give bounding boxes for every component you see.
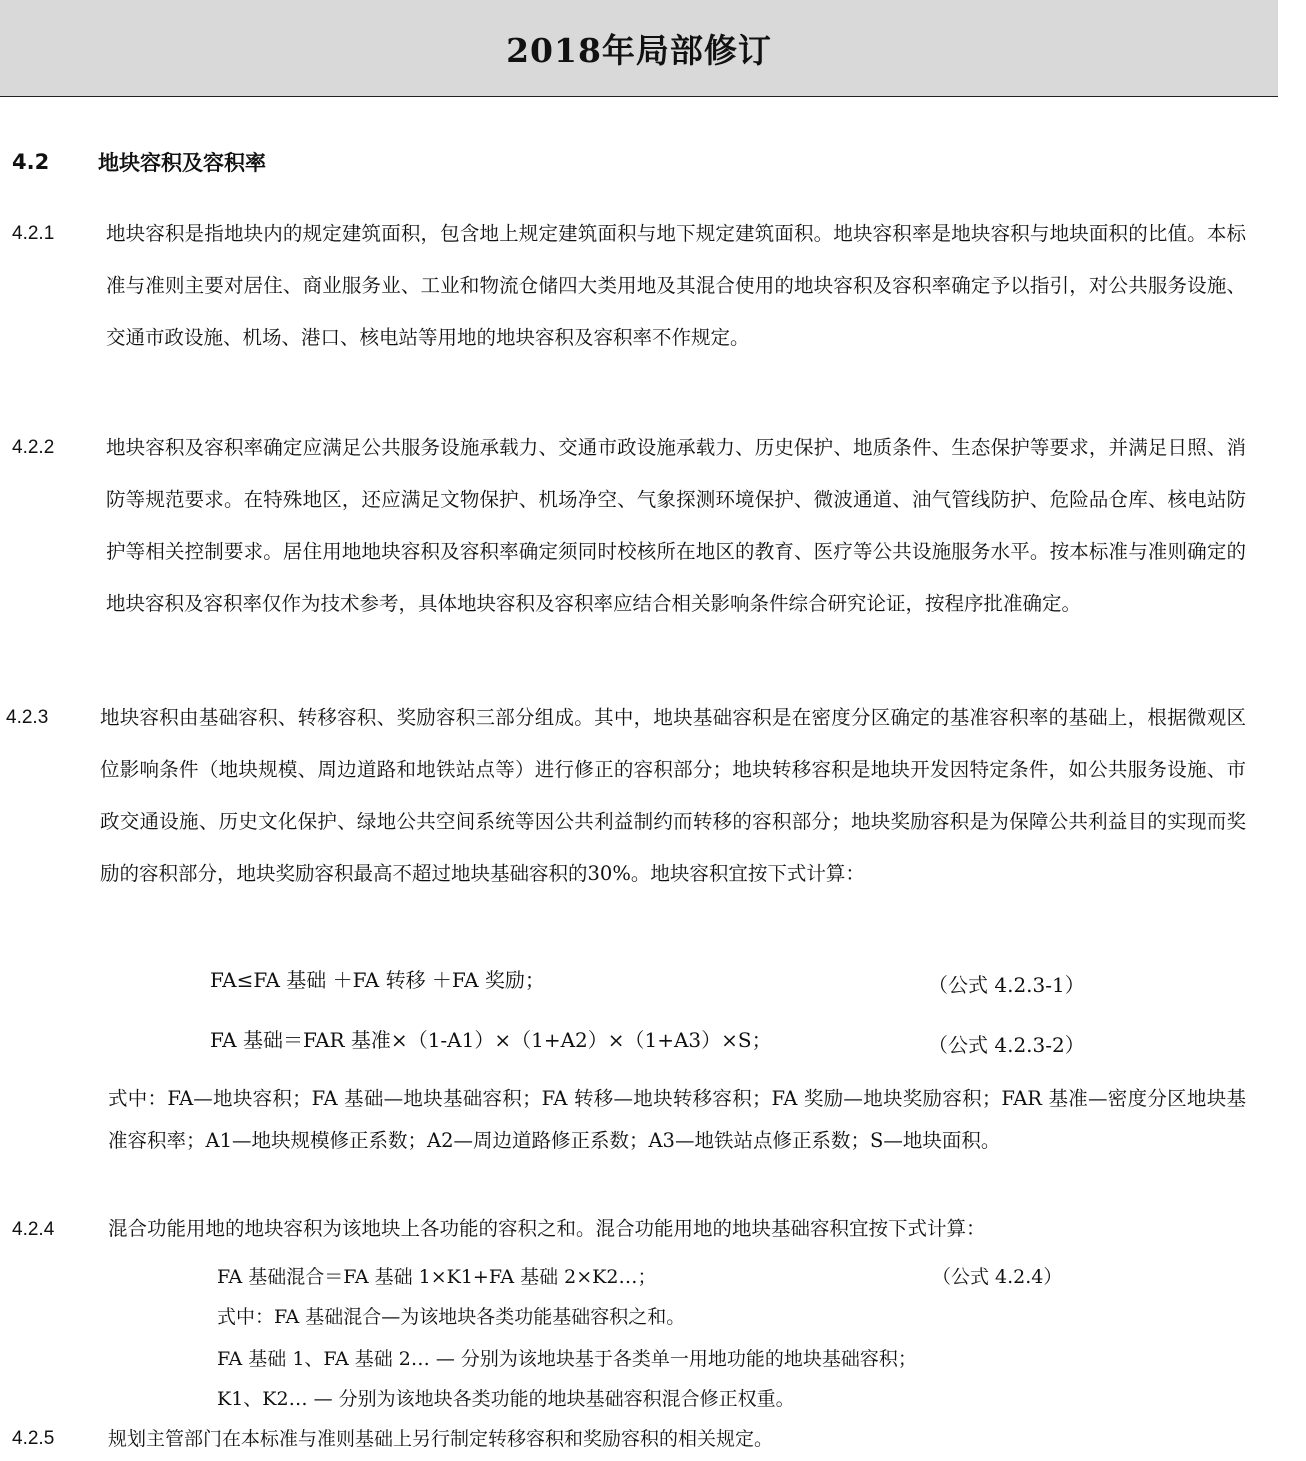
formula-legend: 式中：FA—地块容积；FA 基础—地块基础容积；FA 转移—地块转移容积；FA 奖励—地块奖励容积；FAR 基准—密度分区地块基准容积率；A1—地块规模修正系数；A2—周边道路修正系数；A3—地铁站点修正系数；S—地块面积。: [108, 1087, 1246, 1152]
clause-number: 4.2.1: [12, 223, 55, 244]
document-title: 2018年局部修订: [506, 30, 772, 70]
clause-text: 地块容积及容积率确定应满足公共服务设施承载力、交通市政设施承载力、历史保护、地质条件、生态保护等要求，并满足日照、消防等规范要求。在特殊地区，还应满足文物保护、机场净空、气象探测环境保护、微波通道、油气管线防护、危险品仓库、核电站防护等相关控制要求。居住用地地块容积及容积率确定须同时校核所在地区的教育、医疗等公共设施服务水平。按本标准与准则确定的地块容积及容积率仅作为技术参考，具体地块容积及容积率应结合相关影响条件综合研究论证，按程序批准确定。: [106, 436, 1246, 615]
clause-number: 4.2.2: [12, 437, 55, 458]
clause-text: 地块容积是指地块内的规定建筑面积，包含地上规定建筑面积与地下规定建筑面积。地块容积率是地块容积与地块面积的比值。本标准与准则主要对居住、商业服务业、工业和物流仓储四大类用地及其混合使用的地块容积及容积率确定予以指引，对公共服务设施、交通市政设施、机场、港口、核电站等用地的地块容积及容积率不作规定。: [106, 222, 1246, 349]
formula-note-3: K1、K2… — 分别为该地块各类功能的地块基础容积混合修正权重。: [217, 1388, 795, 1410]
section-number: 4.2: [12, 150, 50, 174]
formula-4-2-3-2: FA 基础＝FAR 基准×（1-A1）×（1+A2）×（1+A3）×S；: [210, 1028, 772, 1052]
section-title: 地块容积及容积率: [98, 151, 266, 175]
clause-number: 4.2.3: [6, 707, 49, 728]
formula-4-2-3-1: FA≤FA 基础 ＋FA 转移 ＋FA 奖励；: [210, 968, 545, 992]
header-banner: [0, 0, 1278, 97]
clause-text: 地块容积由基础容积、转移容积、奖励容积三部分组成。其中，地块基础容积是在密度分区确定的基准容积率的基础上，根据微观区位影响条件（地块规模、周边道路和地铁站点等）进行修正的容积部分；地块转移容积是地块开发因特定条件，如公共服务设施、市政交通设施、历史文化保护、绿地公共空间系统等因公共利益制约而转移的容积部分；地块奖励容积是为保障公共利益目的实现而奖励的容积部分，地块奖励容积最高不超过地块基础容积的30%。地块容积宜按下式计算：: [100, 706, 1246, 885]
formula-4-2-4: FA 基础混合＝FA 基础 1×K1+FA 基础 2×K2…；: [217, 1266, 657, 1288]
formula-ref-4-2-3-2: （公式 4.2.3-2）: [928, 1033, 1085, 1057]
clause-number: 4.2.5: [12, 1428, 55, 1449]
formula-note-1: 式中：FA 基础混合—为该地块各类功能基础容积之和。: [217, 1306, 686, 1328]
section-heading: [12, 144, 266, 180]
formula-note-2: FA 基础 1、FA 基础 2… — 分别为该地块基于各类单一用地功能的地块基础容积；: [217, 1348, 917, 1370]
formula-ref-4-2-3-1: （公式 4.2.3-1）: [928, 973, 1085, 997]
clause-text: 混合功能用地的地块容积为该地块上各功能的容积之和。混合功能用地的地块基础容积宜按下式计算：: [108, 1217, 986, 1240]
clause-text: 规划主管部门在本标准与准则基础上另行制定转移容积和奖励容积的相关规定。: [108, 1428, 774, 1450]
clause-number: 4.2.4: [12, 1219, 55, 1240]
formula-ref-4-2-4: （公式 4.2.4）: [932, 1266, 1063, 1288]
